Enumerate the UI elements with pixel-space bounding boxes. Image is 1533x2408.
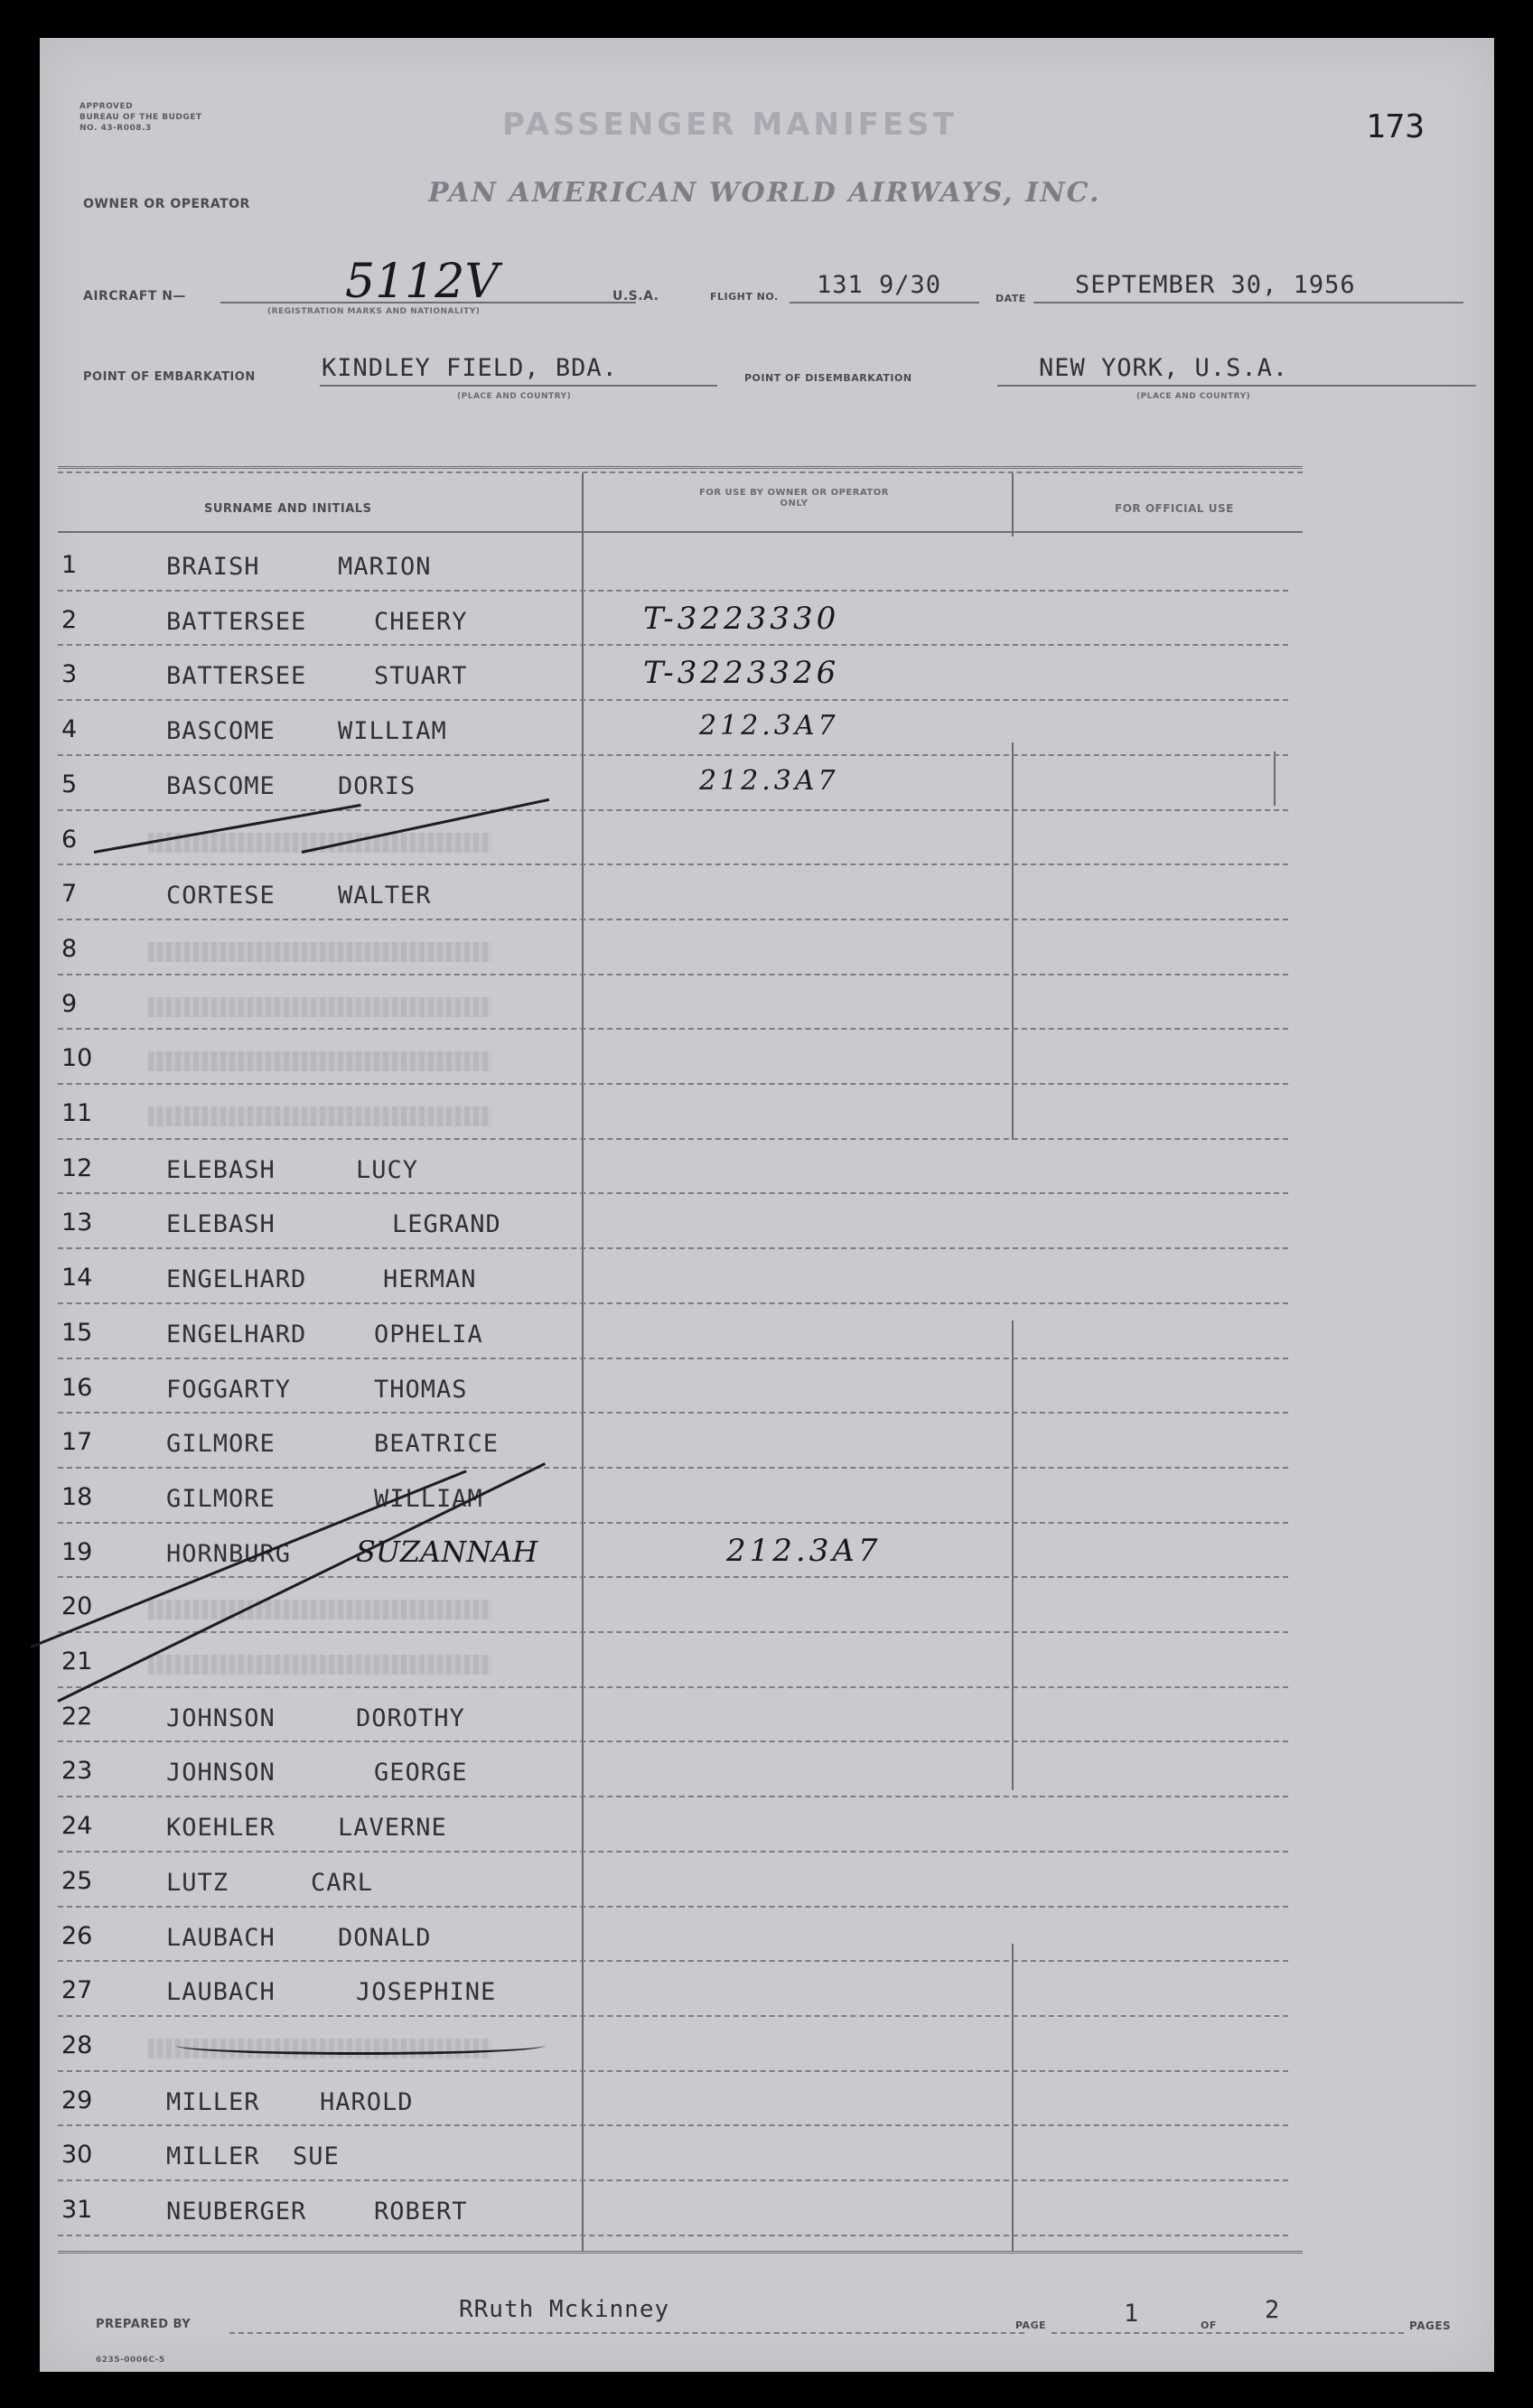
page-underline [1052, 2332, 1404, 2334]
passenger-surname: ENGELHARD [166, 1320, 307, 1349]
row-number: 11 [61, 1099, 93, 1127]
row-divider [58, 1192, 1288, 1194]
col-divider-2-bot [1012, 1944, 1014, 2251]
row-divider [58, 919, 1288, 920]
row-number: 17 [61, 1428, 93, 1457]
row-divider [58, 1796, 1288, 1797]
col-divider-1 [582, 473, 584, 2251]
row-number: 30 [61, 2141, 93, 2170]
passenger-surname: CORTESE [166, 882, 276, 910]
redacted-name [148, 1106, 491, 1126]
row-divider [58, 1083, 1288, 1085]
row-divider [58, 1358, 1288, 1359]
passenger-surname: GILMORE [166, 1430, 276, 1459]
disembark-sub: (PLACE AND COUNTRY) [1136, 392, 1251, 401]
passenger-surname: KOEHLER [166, 1814, 276, 1843]
embark-sub: (PLACE AND COUNTRY) [457, 392, 572, 401]
operator-note: T-3223330 [643, 600, 840, 637]
row-number: 26 [61, 1921, 93, 1950]
row-number: 14 [61, 1264, 93, 1293]
redacted-name [148, 1655, 491, 1675]
flight-label: FLIGHT NO. [710, 291, 779, 303]
row-number: 16 [61, 1373, 93, 1402]
passenger-surname: BATTERSEE [166, 607, 307, 636]
form-title: PASSENGER MANIFEST [502, 107, 958, 143]
row-number: 5 [61, 770, 78, 798]
passenger-initials: ROBERT [374, 2198, 468, 2226]
row-number: 25 [61, 1866, 93, 1895]
approval-stamp [79, 101, 202, 134]
embark-value: KINDLEY FIELD, BDA. [322, 354, 618, 382]
row-divider [58, 2070, 1288, 2072]
passenger-initials: JOSEPHINE [356, 1978, 497, 2007]
pages-label: PAGES [1409, 2319, 1452, 2332]
operator-note: 212.3A7 [699, 710, 839, 742]
passenger-initials: BEATRICE [374, 1430, 500, 1459]
row-divider [58, 1576, 1288, 1578]
row-number: 7 [61, 880, 78, 909]
redacted-name [148, 997, 491, 1017]
passenger-surname: LUTZ [166, 1868, 229, 1897]
row-divider [58, 1631, 1288, 1633]
usa-label: U.S.A. [612, 289, 659, 303]
row-divider [58, 1906, 1288, 1908]
row-divider [58, 590, 1288, 592]
row-number: 27 [61, 1976, 93, 2005]
passenger-initials: DONALD [338, 1923, 432, 1952]
manifest-sheet [40, 38, 1494, 2372]
passenger-initials: SUE [293, 2142, 340, 2171]
prepared-underline [229, 2332, 1024, 2334]
col-surname-header: SURNAME AND INITIALS [204, 502, 372, 516]
passenger-surname: BRAISH [166, 553, 260, 581]
row-number: 29 [61, 2086, 93, 2114]
passenger-surname: MILLER [166, 2142, 260, 2171]
row-number: 6 [61, 825, 78, 854]
row-divider [58, 2179, 1288, 2181]
passenger-initials: STUART [374, 662, 468, 691]
flight-underline [790, 302, 979, 303]
passenger-surname: NEUBERGER [166, 2198, 307, 2226]
col-owner-header: FOR USE BY OWNER OR OPERATOR ONLY [699, 488, 889, 509]
scribble-row-28 [175, 2036, 546, 2055]
row-divider [58, 974, 1288, 975]
row-number: 31 [61, 2196, 93, 2224]
form-code: 6235-0006C-5 [96, 2356, 165, 2365]
row-number: 13 [61, 1209, 93, 1237]
col-divider-2-mid [1012, 742, 1014, 1140]
passenger-surname: FOGGARTY [166, 1375, 292, 1404]
row-divider [58, 1851, 1288, 1853]
row-number: 3 [61, 660, 78, 689]
row-divider [58, 644, 1288, 646]
row-divider [58, 754, 1288, 756]
passenger-initials: HERMAN [383, 1265, 477, 1294]
row-number: 23 [61, 1757, 93, 1786]
passenger-surname: ENGELHARD [166, 1265, 307, 1294]
col-divider-2-top [1012, 473, 1014, 537]
row-number: 2 [61, 605, 78, 634]
passenger-surname: HORNBURG [166, 1539, 292, 1568]
passenger-initials: HAROLD [320, 2087, 414, 2116]
row-number: 10 [61, 1044, 93, 1073]
passenger-surname: BASCOME [166, 717, 276, 746]
passenger-initials: LUCY [356, 1155, 419, 1184]
table-top-rule-2 [58, 471, 1303, 473]
page-label: PAGE [1015, 2319, 1047, 2331]
prepared-label: PREPARED BY [96, 2318, 192, 2331]
row-number: 9 [61, 989, 78, 1018]
official-box-edge [1274, 751, 1276, 806]
passenger-surname: GILMORE [166, 1484, 276, 1513]
aircraft-sub: (REGISTRATION MARKS AND NATIONALITY) [267, 307, 481, 316]
operator-note: T-3223326 [643, 655, 840, 692]
passenger-initials: CHEERY [374, 607, 468, 636]
passenger-surname: MILLER [166, 2087, 260, 2116]
row-divider [58, 1686, 1288, 1688]
row-divider [58, 1247, 1288, 1249]
passenger-initials: WILLIAM [338, 717, 447, 746]
passenger-surname: JOHNSON [166, 1703, 276, 1732]
row-divider [58, 1028, 1288, 1030]
passenger-initials: DOROTHY [356, 1703, 465, 1732]
passenger-initials: OPHELIA [374, 1320, 483, 1349]
row-number: 20 [61, 1592, 93, 1621]
row-divider [58, 2015, 1288, 2017]
row-number: 19 [61, 1537, 93, 1566]
row-divider [58, 2235, 1288, 2236]
disembark-label: POINT OF DISEMBARKATION [744, 372, 912, 384]
embark-underline [320, 385, 717, 387]
col-divider-2-low [1012, 1321, 1014, 1790]
row-divider [58, 863, 1288, 865]
row-number: 21 [61, 1647, 93, 1675]
passenger-surname: ELEBASH [166, 1210, 276, 1239]
row-number: 12 [61, 1153, 93, 1182]
passenger-initials: SUZANNAH [356, 1534, 538, 1569]
approval-line-3: NO. 43-R008.3 [79, 124, 152, 133]
passenger-surname: LAUBACH [166, 1923, 276, 1952]
passenger-initials: LEGRAND [392, 1210, 501, 1239]
col-official-header: FOR OFFICIAL USE [1115, 502, 1234, 515]
passenger-initials: WALTER [338, 882, 432, 910]
table-top-rule [58, 466, 1303, 469]
passenger-surname: ELEBASH [166, 1155, 276, 1184]
date-underline [1033, 302, 1463, 303]
table-bottom-rule [58, 2251, 1303, 2254]
row-divider [58, 2124, 1288, 2126]
passenger-initials: CARL [311, 1868, 374, 1897]
of-value: 2 [1265, 2296, 1281, 2324]
passenger-surname: JOHNSON [166, 1759, 276, 1787]
passenger-initials: LAVERNE [338, 1814, 447, 1843]
date-label: DATE [996, 293, 1026, 304]
aircraft-number: 5112V [345, 255, 499, 309]
disembark-value: NEW YORK, U.S.A. [1039, 354, 1289, 382]
row-number: 15 [61, 1318, 93, 1347]
row-divider [58, 1960, 1288, 1962]
passenger-surname: LAUBACH [166, 1978, 276, 2007]
flight-value: 131 9/30 [817, 271, 942, 299]
prepared-value: RRuth Mckinney [459, 2296, 670, 2323]
row-divider [58, 1467, 1288, 1469]
header-rule [58, 531, 1303, 533]
row-divider [58, 699, 1288, 701]
aircraft-label: AIRCRAFT N— [83, 289, 186, 303]
passenger-initials: THOMAS [374, 1375, 468, 1404]
owner-label: OWNER OR OPERATOR [83, 197, 250, 211]
approval-line-1: APPROVED [79, 102, 134, 111]
approval-line-2: BUREAU OF THE BUDGET [79, 113, 202, 122]
passenger-surname: BATTERSEE [166, 662, 307, 691]
row-number: 1 [61, 551, 78, 579]
passenger-initials: MARION [338, 553, 432, 581]
row-number: 24 [61, 1812, 93, 1841]
disembark-underline [997, 385, 1476, 387]
row-divider [58, 1412, 1288, 1414]
redacted-name [148, 1600, 491, 1619]
row-number: 8 [61, 934, 78, 963]
row-divider [58, 1741, 1288, 1742]
passenger-initials: GEORGE [374, 1759, 468, 1787]
redacted-name [148, 1051, 491, 1071]
row-divider [58, 1302, 1288, 1304]
row-number: 22 [61, 1702, 93, 1731]
redacted-name [148, 942, 491, 962]
embark-label: POINT OF EMBARKATION [83, 370, 256, 384]
row-number: 4 [61, 715, 78, 744]
row-number: 18 [61, 1482, 93, 1511]
page-value: 1 [1124, 2300, 1140, 2328]
passenger-surname: BASCOME [166, 771, 276, 800]
operator-note: 212.3A7 [726, 1532, 882, 1569]
of-label: OF [1201, 2319, 1217, 2331]
passenger-initials: DORIS [338, 771, 416, 800]
row-divider [58, 1138, 1288, 1140]
row-divider [58, 809, 1288, 811]
row-number: 28 [61, 2030, 93, 2059]
airline-name: PAN AMERICAN WORLD AIRWAYS, INC. [428, 177, 1101, 209]
operator-note: 212.3A7 [699, 764, 839, 797]
date-value: SEPTEMBER 30, 1956 [1075, 271, 1356, 299]
passenger-initials: WILLIAM [374, 1484, 483, 1513]
page-number: 173 [1366, 108, 1426, 145]
row-divider [58, 1522, 1288, 1524]
